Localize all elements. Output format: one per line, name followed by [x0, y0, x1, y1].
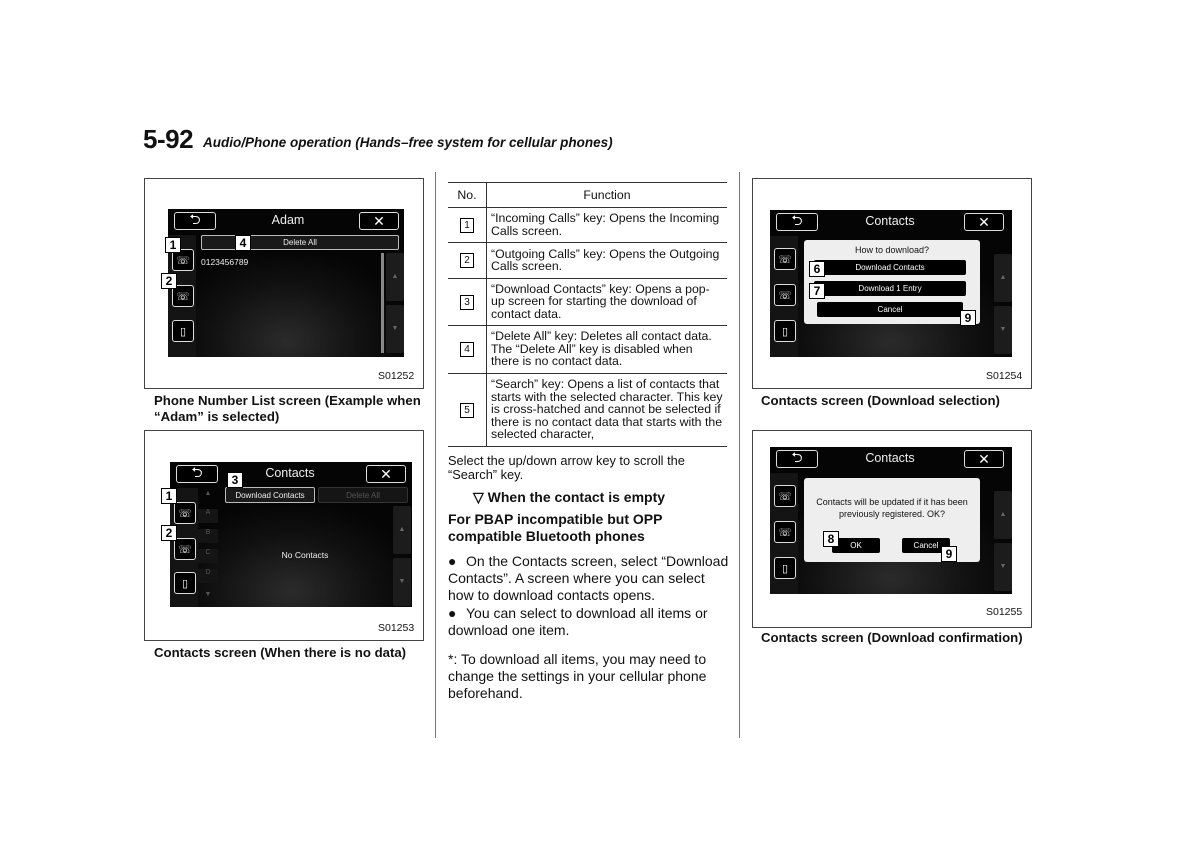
table-row	[448, 326, 727, 374]
figure-code: S01254	[986, 370, 1023, 382]
search-key-c[interactable]: C	[198, 549, 218, 563]
close-button[interactable]	[366, 465, 406, 483]
scroll-up-button[interactable]	[994, 491, 1012, 539]
down-arrow-icon: ▼	[398, 578, 406, 585]
bullet-icon: ●	[448, 605, 457, 621]
column-header-function: Function	[487, 183, 728, 208]
figure-contacts-empty	[144, 430, 424, 641]
figure-code: S01252	[378, 370, 415, 382]
scroll-up-button[interactable]	[994, 254, 1012, 302]
figure-phone-number-list	[144, 178, 424, 389]
close-icon: ✕	[380, 465, 392, 482]
callout-2: 2	[161, 525, 177, 541]
screen-download-selection	[770, 210, 1012, 357]
callout-1: 1	[165, 237, 181, 253]
download-one-entry-option[interactable]: Download 1 Entry	[814, 281, 966, 296]
incoming-calls-button[interactable]	[174, 502, 196, 524]
phone-device-icon: ▯	[181, 577, 189, 590]
subheading: ▽ When the contact is empty	[473, 489, 666, 505]
incoming-call-icon: ☏	[778, 253, 792, 266]
bullet-text: On the Contacts screen, select “Download Contacts”. A screen where you can select how to download contacts opens.	[448, 553, 729, 603]
dialog-title: How to download?	[854, 245, 930, 255]
outgoing-call-icon: ☏	[778, 289, 792, 302]
up-arrow-icon: ▲	[391, 273, 399, 280]
download-contacts-button[interactable]: Download Contacts	[225, 487, 315, 503]
up-arrow-icon: ▲	[398, 526, 406, 533]
figure-caption: Contacts screen (Download confirmation)	[761, 630, 1023, 645]
figure-download-selection	[752, 178, 1032, 389]
screen-title: Contacts	[265, 466, 315, 480]
screen-title: Contacts	[865, 451, 915, 465]
scroll-down-button[interactable]	[386, 305, 404, 353]
scroll-up-button[interactable]	[386, 253, 404, 301]
device-button[interactable]	[774, 557, 796, 579]
row-number: 4	[460, 342, 474, 357]
back-icon: ⮌	[791, 212, 803, 228]
back-button[interactable]	[776, 213, 818, 231]
scroll-up-button[interactable]	[393, 506, 411, 554]
search-key-b[interactable]: B	[198, 529, 218, 543]
ok-button[interactable]: OK	[832, 538, 880, 553]
figure-caption: Contacts screen (Download selection)	[761, 393, 1000, 408]
search-key-a[interactable]: A	[198, 509, 218, 523]
row-number: 1	[460, 218, 474, 233]
callout-9: 9	[941, 546, 957, 562]
callout-3: 3	[227, 472, 243, 488]
table-row	[448, 208, 727, 243]
up-arrow-icon: ▲	[999, 511, 1007, 518]
row-function: “Incoming Calls” key: Opens the Incoming Calls screen.	[487, 208, 728, 243]
incoming-calls-button[interactable]	[774, 248, 796, 270]
column-divider-right	[739, 172, 740, 738]
callout-4: 4	[235, 235, 251, 251]
outgoing-calls-button[interactable]	[774, 521, 796, 543]
callout-8: 8	[823, 531, 839, 547]
outgoing-call-icon: ☏	[778, 526, 792, 539]
screen-download-confirmation	[770, 447, 1012, 594]
table-row	[448, 279, 727, 326]
search-key-d[interactable]: D	[198, 569, 218, 583]
outgoing-calls-button[interactable]	[174, 538, 196, 560]
figure-caption: Contacts screen (When there is no data)	[154, 645, 407, 660]
row-number: 3	[460, 295, 474, 310]
outgoing-calls-button[interactable]	[774, 284, 796, 306]
bullet-item	[448, 553, 729, 604]
scroll-down-button[interactable]	[393, 558, 411, 606]
bullet-text: You can select to download all items or download one item.	[448, 605, 708, 638]
screen-contacts-empty	[170, 462, 412, 607]
device-button[interactable]	[174, 572, 196, 594]
download-dialog	[804, 240, 980, 324]
row-function: “Delete All” key: Deletes all contact data. The “Delete All” key is disabled when there is no contact data.	[487, 326, 728, 374]
callout-9: 9	[960, 310, 976, 326]
dialog-message: Contacts will be updated if it has been previously registered. OK?	[816, 497, 968, 519]
back-button[interactable]	[776, 450, 818, 468]
close-icon: ✕	[978, 213, 990, 230]
phone-number[interactable]: 0123456789	[201, 257, 249, 267]
bullet-item	[448, 605, 729, 639]
callout-7: 7	[809, 283, 825, 299]
page-number: 5-92	[143, 124, 194, 154]
list-rail	[381, 253, 384, 353]
callout-2: 2	[161, 273, 177, 289]
callout-6: 6	[809, 261, 825, 277]
incoming-call-icon: ☏	[176, 254, 190, 267]
screen-phone-number-list	[168, 209, 404, 357]
close-icon: ✕	[978, 450, 990, 467]
scroll-down-button[interactable]	[994, 543, 1012, 591]
down-arrow-icon: ▼	[999, 563, 1007, 570]
figure-caption: Phone Number List screen (Example when “Adam” is selected)	[154, 393, 421, 424]
outgoing-call-icon: ☏	[178, 543, 192, 556]
row-function: “Outgoing Calls” key: Opens the Outgoing Calls screen.	[487, 243, 728, 279]
back-icon: ⮌	[189, 211, 201, 227]
column-header-no: No.	[448, 183, 487, 208]
row-function: “Download Contacts” key: Opens a pop-up screen for starting the download of contact data.	[487, 279, 728, 326]
close-button[interactable]	[359, 212, 399, 230]
cancel-button[interactable]: Cancel	[817, 302, 963, 317]
scroll-note: Select the up/down arrow key to scroll the “Search” key.	[448, 453, 685, 482]
row-number: 5	[460, 403, 474, 418]
back-icon: ⮌	[191, 464, 203, 480]
back-button[interactable]	[174, 212, 216, 230]
back-button[interactable]	[176, 465, 218, 483]
device-button[interactable]	[774, 320, 796, 342]
scroll-down-button[interactable]	[994, 306, 1012, 354]
bold-paragraph: For PBAP incompatible but OPP compatible Bluetooth phones	[448, 511, 663, 544]
device-button[interactable]	[172, 320, 194, 342]
function-table	[448, 182, 727, 447]
cancel-button[interactable]: Cancel	[902, 538, 950, 553]
phone-device-icon: ▯	[179, 325, 187, 338]
screen-title: Adam	[271, 213, 305, 227]
close-button[interactable]	[964, 450, 1004, 468]
table-row	[448, 374, 727, 447]
incoming-call-icon: ☏	[178, 507, 192, 520]
down-arrow-icon: ▼	[391, 325, 399, 332]
column-divider-left	[435, 172, 436, 738]
no-contacts-message: No Contacts	[281, 550, 329, 560]
bullet-icon: ●	[448, 553, 457, 569]
delete-all-button[interactable]: Delete All	[201, 235, 399, 250]
phone-device-icon: ▯	[781, 325, 789, 338]
incoming-call-icon: ☏	[778, 490, 792, 503]
figure-download-confirmation	[752, 430, 1032, 628]
row-number: 2	[460, 253, 474, 268]
callout-1: 1	[161, 488, 177, 504]
search-up-icon: ▲	[204, 490, 212, 497]
section-title: Audio/Phone operation (Hands–free system for cellular phones)	[203, 135, 613, 150]
up-arrow-icon: ▲	[999, 274, 1007, 281]
screen-title: Contacts	[865, 214, 915, 228]
delete-all-button: Delete All	[318, 487, 408, 503]
search-down-icon: ▼	[204, 591, 212, 598]
row-function: “Search” key: Opens a list of contacts that starts with the selected character. This key is cross-hatched and cannot be selected if there is no contact data that starts with the selected character,	[487, 374, 728, 447]
close-icon: ✕	[373, 212, 385, 229]
figure-code: S01255	[986, 606, 1023, 618]
close-button[interactable]	[964, 213, 1004, 231]
back-icon: ⮌	[791, 449, 803, 465]
footnote: *: To download all items, you may need to change the settings in your cellular phone beforehand.	[448, 651, 707, 701]
phone-device-icon: ▯	[781, 562, 789, 575]
table-row	[448, 243, 727, 279]
download-contacts-option[interactable]: Download Contacts	[814, 260, 966, 275]
outgoing-call-icon: ☏	[176, 290, 190, 303]
figure-code: S01253	[378, 622, 415, 634]
incoming-calls-button[interactable]	[774, 485, 796, 507]
down-arrow-icon: ▼	[999, 326, 1007, 333]
